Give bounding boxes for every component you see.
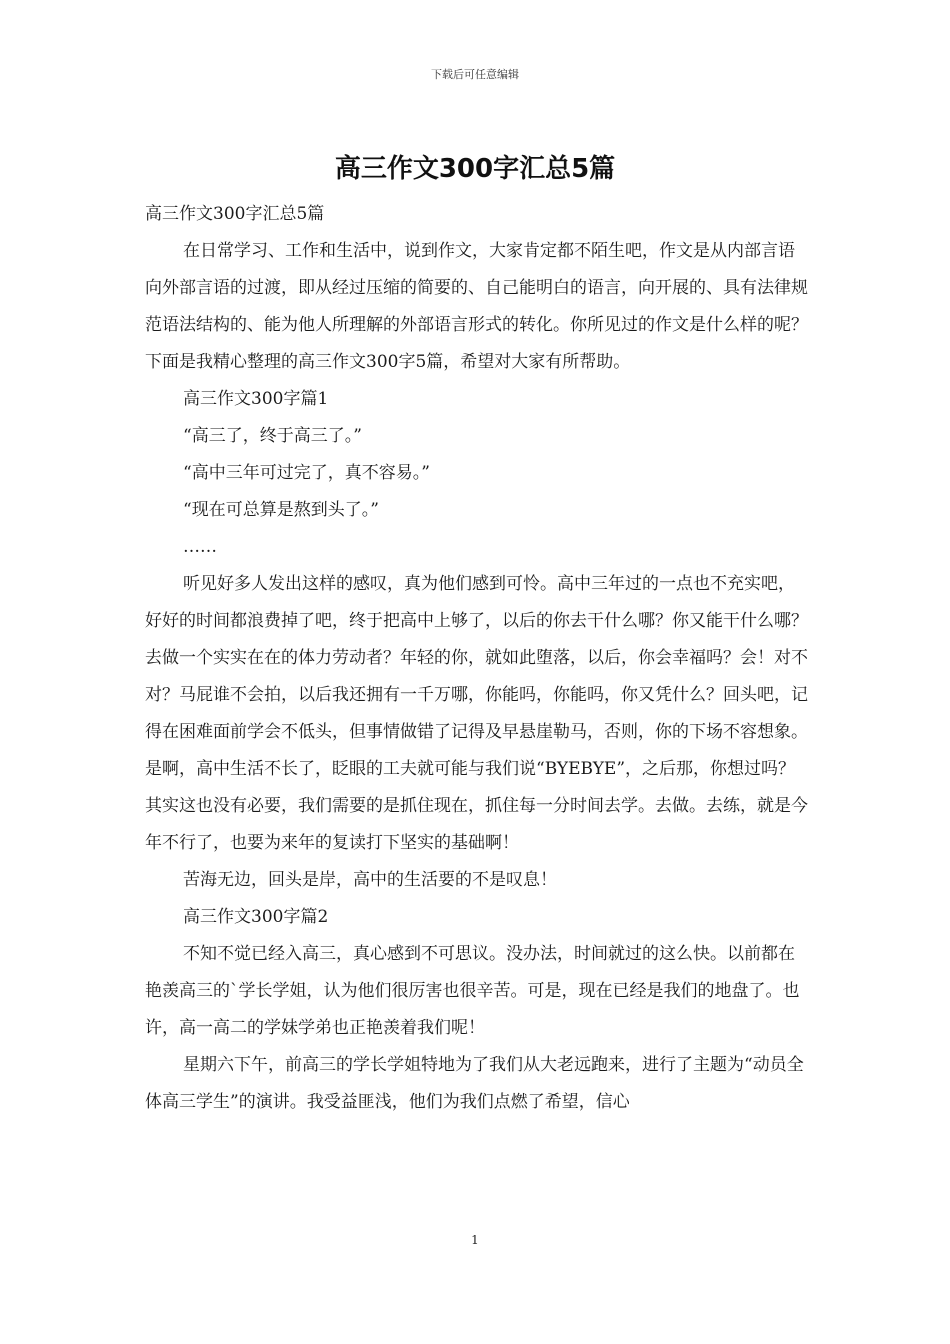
paragraph: “高三了，终于高三了。”: [183, 426, 362, 446]
section-heading: 高三作文300字篇2: [183, 907, 329, 927]
header-note: 下载后可任意编辑: [431, 68, 519, 81]
paragraph: ……: [183, 537, 217, 557]
paragraph: 高三作文300字汇总5篇: [145, 204, 325, 224]
page-number: 1: [471, 1233, 479, 1247]
paragraph: 苦海无边，回头是岸，高中的生活要的不是叹息！: [183, 870, 557, 890]
paragraph: 听见好多人发出这样的感叹，真为他们感到可怜。高中三年过的一点也不充实吧，好好的时间都浪费掉了吧，终于把高中上够了，以后的你去干什么哪？你又能干什么哪？去做一个实实在在的体力劳动者？年轻的你，就如此堕落，以后，你会幸福吗？会！对不对？马屁谁不会拍，以后我还拥有一千万哪，你能吗，你能吗，你又凭什么？回头吧，记得在困难面前学会不低头，但事情做错了记得及早悬崖勒马，否则，你的下场不容想象。是啊，高中生活不长了，眨眼的工夫就可能与我们说“BYEBYE”，之后那，你想过吗？其实这也没有必要，我们需要的是抓住现在，抓住每一分时间去学。去做。去练，就是今年不行了，也要为来年的复读打下坚实的基础啊！: [145, 574, 808, 853]
document-title: 高三作文300字汇总5篇: [334, 154, 616, 184]
paragraph: “高中三年可过完了，真不容易。”: [183, 463, 430, 483]
paragraph: “现在可总算是熬到头了。”: [183, 500, 379, 520]
paragraph: 不知不觉已经入高三，真心感到不可思议。没办法，时间就过的这么快。以前都在艳羡高三的`学长学姐，认为他们很厉害也很辛苦。可是，现在已经是我们的地盘了。也许，高一高二的学妹学弟也正艳羡着我们呢！: [145, 944, 800, 1038]
section-heading: 高三作文300字篇1: [183, 389, 329, 409]
document-body: [145, 196, 810, 1121]
paragraph: 星期六下午，前高三的学长学姐特地为了我们从大老远跑来，进行了主题为“动员全体高三学生”的演讲。我受益匪浅，他们为我们点燃了希望，信心: [145, 1055, 804, 1112]
paragraph: 在日常学习、工作和生活中，说到作文，大家肯定都不陌生吧，作文是从内部言语向外部言语的过渡，即从经过压缩的简要的、自己能明白的语言，向开展的、具有法律规范语法结构的、能为他人所理解的外部语言形式的转化。你所见过的作文是什么样的呢？下面是我精心整理的高三作文300字5篇，希望对大家有所帮助。: [145, 241, 808, 372]
